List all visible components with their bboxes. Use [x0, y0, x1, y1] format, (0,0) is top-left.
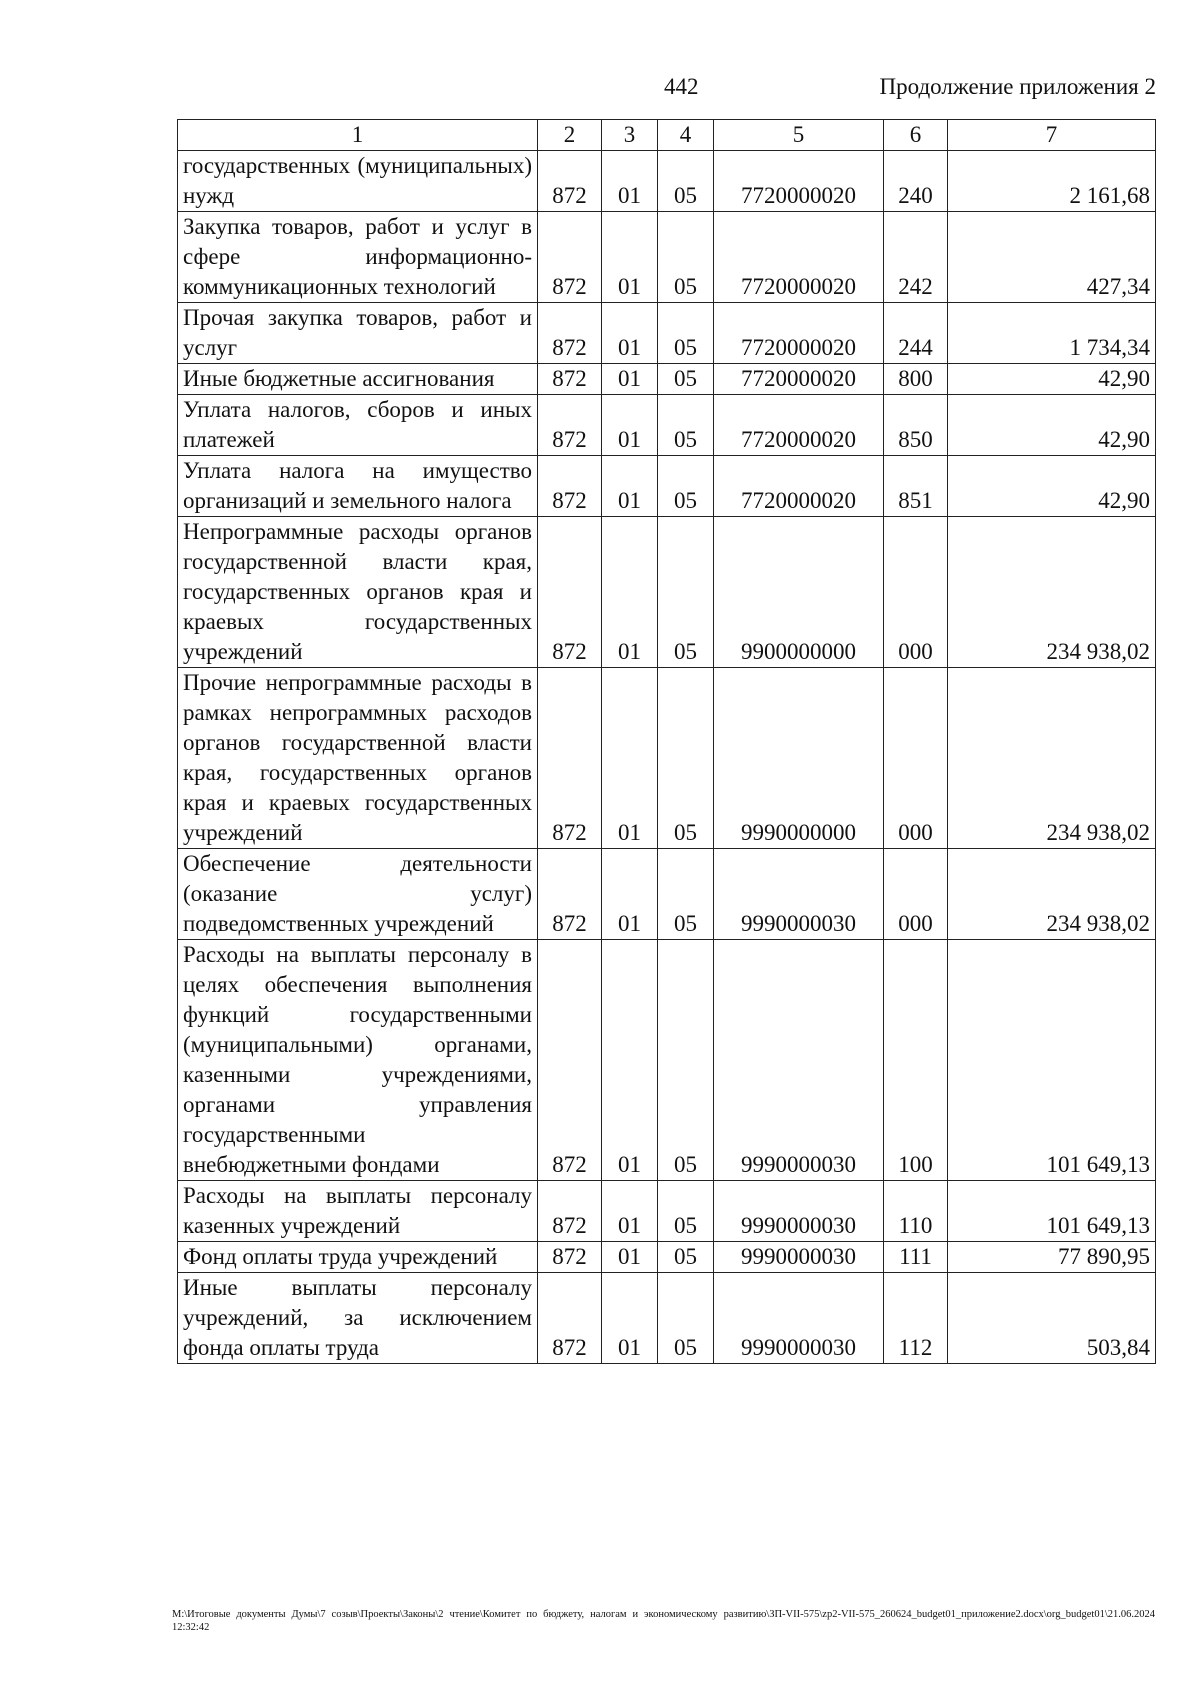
amount-cell: 42,90: [948, 456, 1156, 517]
target-article-cell: 9990000030: [714, 940, 884, 1181]
subsection-code-cell: 05: [658, 212, 714, 303]
row-name-cell: Непрограммные расходы органов государственной власти края, государственных органов края и краевых государственных учреждений: [178, 517, 538, 668]
row-name-cell: Уплата налогов, сборов и иных платежей: [178, 395, 538, 456]
target-article-cell: 9990000030: [714, 849, 884, 940]
amount-cell: 77 890,95: [948, 1242, 1156, 1273]
section-code-cell: 01: [602, 456, 658, 517]
amount-cell: 427,34: [948, 212, 1156, 303]
amount-cell: 234 938,02: [948, 849, 1156, 940]
admin-code-cell: 872: [538, 364, 602, 395]
row-name-cell: Прочая закупка товаров, работ и услуг: [178, 303, 538, 364]
expense-type-cell: 000: [884, 517, 948, 668]
admin-code-cell: 872: [538, 1242, 602, 1273]
subsection-code-cell: 05: [658, 364, 714, 395]
amount-cell: 503,84: [948, 1273, 1156, 1364]
subsection-code-cell: 05: [658, 849, 714, 940]
row-name-cell: Уплата налога на имущество организаций и земельного налога: [178, 456, 538, 517]
subsection-code-cell: 05: [658, 303, 714, 364]
page-header: [0, 74, 1200, 114]
column-header: 4: [658, 120, 714, 151]
section-code-cell: 01: [602, 849, 658, 940]
expense-type-cell: 240: [884, 151, 948, 212]
amount-cell: 42,90: [948, 364, 1156, 395]
target-article-cell: 7720000020: [714, 364, 884, 395]
admin-code-cell: 872: [538, 395, 602, 456]
table-row: [178, 1181, 1156, 1242]
expense-type-cell: 000: [884, 849, 948, 940]
amount-cell: 234 938,02: [948, 668, 1156, 849]
admin-code-cell: 872: [538, 940, 602, 1181]
target-article-cell: 7720000020: [714, 395, 884, 456]
expense-type-cell: 111: [884, 1242, 948, 1273]
expense-type-cell: 800: [884, 364, 948, 395]
expense-type-cell: 110: [884, 1181, 948, 1242]
target-article-cell: 9900000000: [714, 517, 884, 668]
subsection-code-cell: 05: [658, 395, 714, 456]
table-row: [178, 849, 1156, 940]
table-header-row: [178, 120, 1156, 151]
target-article-cell: 9990000030: [714, 1242, 884, 1273]
expense-type-cell: 100: [884, 940, 948, 1181]
footer-file-path: M:\Итоговые документы Думы\7 созыв\Проекты\Законы\2 чтение\Комитет по бюджету, налогам и экономическому развитию\ЗП-VII-575\zp2-VII-575_260624_budget01_приложение2.docx\org_budget01\21.06.2024 12:32:42: [172, 1609, 1155, 1633]
admin-code-cell: 872: [538, 1181, 602, 1242]
table-row: [178, 364, 1156, 395]
subsection-code-cell: 05: [658, 940, 714, 1181]
admin-code-cell: 872: [538, 849, 602, 940]
column-header: 1: [178, 120, 538, 151]
admin-code-cell: 872: [538, 517, 602, 668]
admin-code-cell: 872: [538, 303, 602, 364]
amount-cell: 101 649,13: [948, 940, 1156, 1181]
subsection-code-cell: 05: [658, 456, 714, 517]
target-article-cell: 7720000020: [714, 151, 884, 212]
column-header: 5: [714, 120, 884, 151]
subsection-code-cell: 05: [658, 517, 714, 668]
table-row: [178, 517, 1156, 668]
expense-type-cell: 851: [884, 456, 948, 517]
row-name-cell: Фонд оплаты труда учреждений: [178, 1242, 538, 1273]
expense-type-cell: 242: [884, 212, 948, 303]
table-row: [178, 212, 1156, 303]
admin-code-cell: 872: [538, 1273, 602, 1364]
row-name-cell: Расходы на выплаты персоналу в целях обеспечения выполнения функций государственными (муниципальными) органами, казенными учреждениями, органами управления государственными внебюджетными фондами: [178, 940, 538, 1181]
target-article-cell: 9990000000: [714, 668, 884, 849]
target-article-cell: 7720000020: [714, 456, 884, 517]
expense-type-cell: 000: [884, 668, 948, 849]
section-code-cell: 01: [602, 1181, 658, 1242]
row-name-cell: государственных (муниципальных) нужд: [178, 151, 538, 212]
subsection-code-cell: 05: [658, 668, 714, 849]
amount-cell: 101 649,13: [948, 1181, 1156, 1242]
table-row: [178, 395, 1156, 456]
section-code-cell: 01: [602, 395, 658, 456]
section-code-cell: 01: [602, 364, 658, 395]
table-row: [178, 1242, 1156, 1273]
section-code-cell: 01: [602, 1273, 658, 1364]
subsection-code-cell: 05: [658, 1242, 714, 1273]
expense-type-cell: 112: [884, 1273, 948, 1364]
table-row: [178, 151, 1156, 212]
amount-cell: 1 734,34: [948, 303, 1156, 364]
amount-cell: 2 161,68: [948, 151, 1156, 212]
column-header: 2: [538, 120, 602, 151]
row-name-cell: Закупка товаров, работ и услуг в сфере информационно-коммуникационных технологий: [178, 212, 538, 303]
row-name-cell: Иные выплаты персоналу учреждений, за исключением фонда оплаты труда: [178, 1273, 538, 1364]
row-name-cell: Прочие непрограммные расходы в рамках непрограммных расходов органов государственной власти края, государственных органов края и краевых государственных учреждений: [178, 668, 538, 849]
table-row: [178, 1273, 1156, 1364]
table-body: [178, 151, 1156, 1364]
column-header: 3: [602, 120, 658, 151]
expense-type-cell: 850: [884, 395, 948, 456]
section-code-cell: 01: [602, 1242, 658, 1273]
admin-code-cell: 872: [538, 212, 602, 303]
subsection-code-cell: 05: [658, 1273, 714, 1364]
target-article-cell: 7720000020: [714, 303, 884, 364]
expense-type-cell: 244: [884, 303, 948, 364]
target-article-cell: 9990000030: [714, 1181, 884, 1242]
table-row: [178, 668, 1156, 849]
amount-cell: 42,90: [948, 395, 1156, 456]
row-name-cell: Расходы на выплаты персоналу казенных учреждений: [178, 1181, 538, 1242]
table-row: [178, 940, 1156, 1181]
admin-code-cell: 872: [538, 668, 602, 849]
section-code-cell: 01: [602, 303, 658, 364]
row-name-cell: Иные бюджетные ассигнования: [178, 364, 538, 395]
section-code-cell: 01: [602, 668, 658, 849]
admin-code-cell: 872: [538, 456, 602, 517]
column-header: 7: [948, 120, 1156, 151]
page-number: 442: [664, 74, 699, 99]
section-code-cell: 01: [602, 151, 658, 212]
target-article-cell: 7720000020: [714, 212, 884, 303]
continuation-label: Продолжение приложения 2: [879, 74, 1156, 99]
amount-cell: 234 938,02: [948, 517, 1156, 668]
row-name-cell: Обеспечение деятельности (оказание услуг) подведомственных учреждений: [178, 849, 538, 940]
section-code-cell: 01: [602, 517, 658, 668]
subsection-code-cell: 05: [658, 151, 714, 212]
table-row: [178, 456, 1156, 517]
subsection-code-cell: 05: [658, 1181, 714, 1242]
section-code-cell: 01: [602, 212, 658, 303]
table-row: [178, 303, 1156, 364]
admin-code-cell: 872: [538, 151, 602, 212]
column-header: 6: [884, 120, 948, 151]
section-code-cell: 01: [602, 940, 658, 1181]
target-article-cell: 9990000030: [714, 1273, 884, 1364]
budget-table: [177, 119, 1156, 1364]
